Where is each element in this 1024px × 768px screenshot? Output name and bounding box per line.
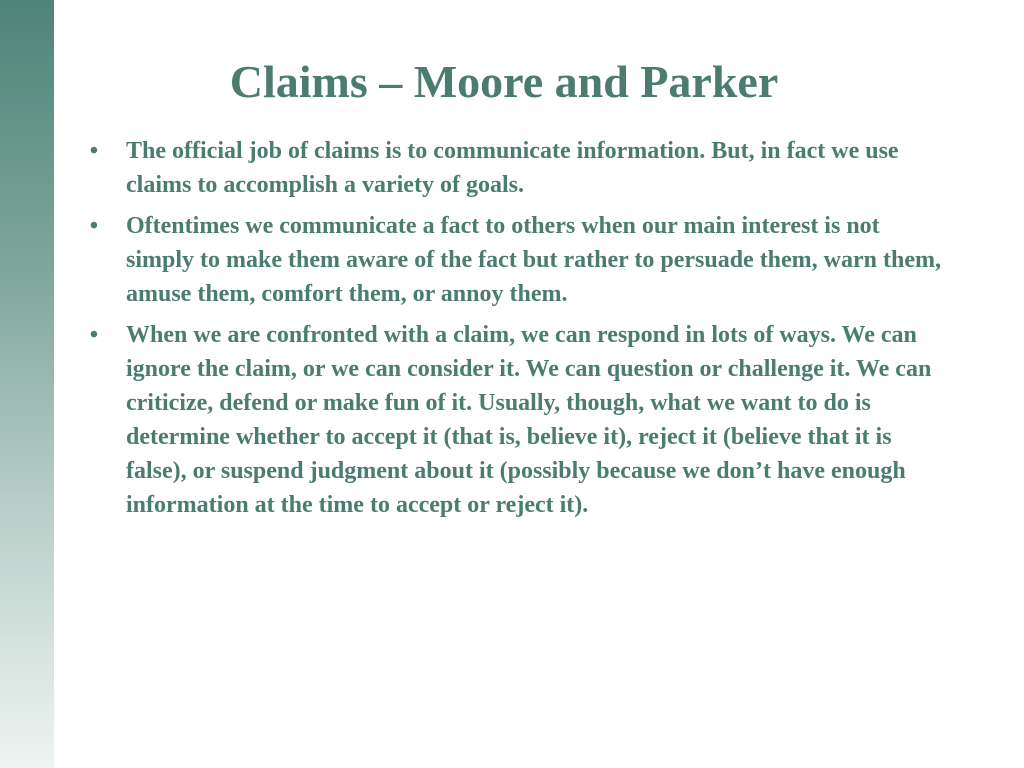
bullet-icon: • <box>89 322 99 348</box>
bullet-icon: • <box>89 138 99 164</box>
bullet-list <box>84 134 944 529</box>
bullet-item-1 <box>84 134 944 202</box>
bullet-icon: • <box>89 213 99 239</box>
bullet-text: Oftentimes we communicate a fact to others when our main interest is not simply to make them aware of the fact but rather to persuade them, warn them, amuse them, comfort them, or annoy them. <box>126 213 941 307</box>
bullet-text: The official job of claims is to communicate information. But, in fact we use claims to accomplish a variety of goals. <box>126 138 899 198</box>
bullet-item-3 <box>84 318 944 522</box>
bullet-item-2 <box>84 209 944 311</box>
slide-title: Claims – Moore and Parker <box>229 56 779 107</box>
bullet-text: When we are confronted with a claim, we can respond in lots of ways. We can ignore the claim, or we can consider it. We can question or challenge it. We can criticize, defend or make fun of it. Usually, though, what we want to do is determine whether to accept it (that is, believe it), reject it (believe that it is false), or suspend judgment about it (possibly because we don’t have enough information at the time to accept or reject it). <box>126 322 932 518</box>
side-gradient-bar <box>0 0 54 768</box>
